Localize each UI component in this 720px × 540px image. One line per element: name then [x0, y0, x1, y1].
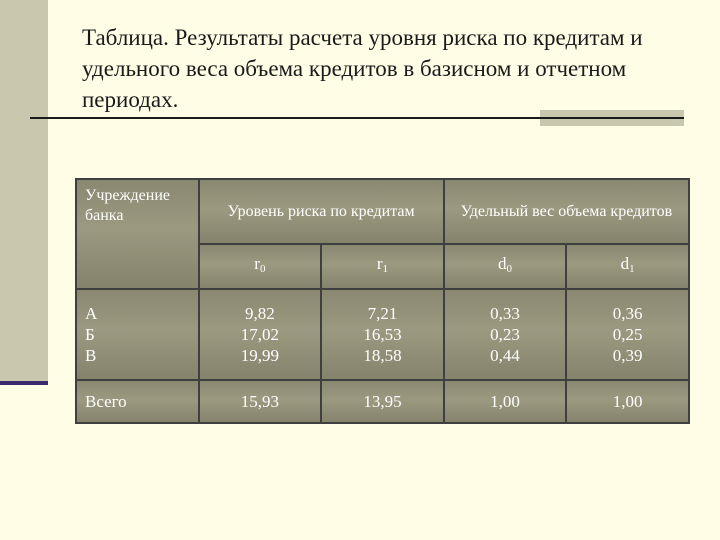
- d0-value: 0,33: [490, 304, 520, 324]
- title-underline: [30, 117, 540, 119]
- total-d0: 1,00: [445, 381, 566, 422]
- d0-value: 0,44: [490, 346, 520, 366]
- total-r1: 13,95: [322, 381, 443, 422]
- d1-value: 0,36: [612, 304, 643, 324]
- results-table: [75, 178, 690, 424]
- row-label-a: А: [85, 304, 98, 324]
- results-table-frame: [75, 178, 690, 424]
- decorative-side-bar: [0, 0, 48, 385]
- r1-value: 16,53: [363, 325, 402, 345]
- total-d1: 1,00: [567, 381, 688, 422]
- row-label-b: Б: [85, 325, 95, 345]
- slide-title: Таблица. Результаты расчета уровня риска по кредитам и удельного веса объема кредитов в базисном и отчетном периодах.: [82, 25, 643, 112]
- r1-values-cell: [322, 290, 443, 380]
- r0-value: 19,99: [240, 346, 279, 366]
- header-share: Удельный вес объема кредитов: [445, 180, 688, 243]
- d0-values-cell: [445, 290, 566, 380]
- d1-values-cell: [567, 290, 688, 380]
- decorative-side-line: [0, 381, 48, 385]
- r1-value: 18,58: [363, 346, 402, 366]
- header-risk: Уровень риска по кредитам: [200, 180, 443, 243]
- subheader-r1: $r_1$: [322, 245, 443, 288]
- total-label: Всего: [77, 381, 198, 422]
- row-labels-cell: [77, 290, 198, 380]
- r1-value: 7,21: [367, 304, 398, 324]
- r0-value: 17,02: [240, 325, 279, 345]
- d1-value: 0,39: [612, 346, 643, 366]
- total-r0: 15,93: [200, 381, 321, 422]
- header-institution: Учреждение банка: [77, 180, 198, 288]
- row-label-c: В: [85, 346, 97, 366]
- d1-value: 0,25: [612, 325, 643, 345]
- r0-value: 9,82: [244, 304, 275, 324]
- title-accent-block: [540, 110, 684, 126]
- subheader-r0: $r_0$: [200, 245, 321, 288]
- d0-value: 0,23: [490, 325, 520, 345]
- r0-values-cell: [200, 290, 321, 380]
- subheader-d0: $d_0$: [445, 245, 566, 288]
- subheader-d1: $d_1$: [567, 245, 688, 288]
